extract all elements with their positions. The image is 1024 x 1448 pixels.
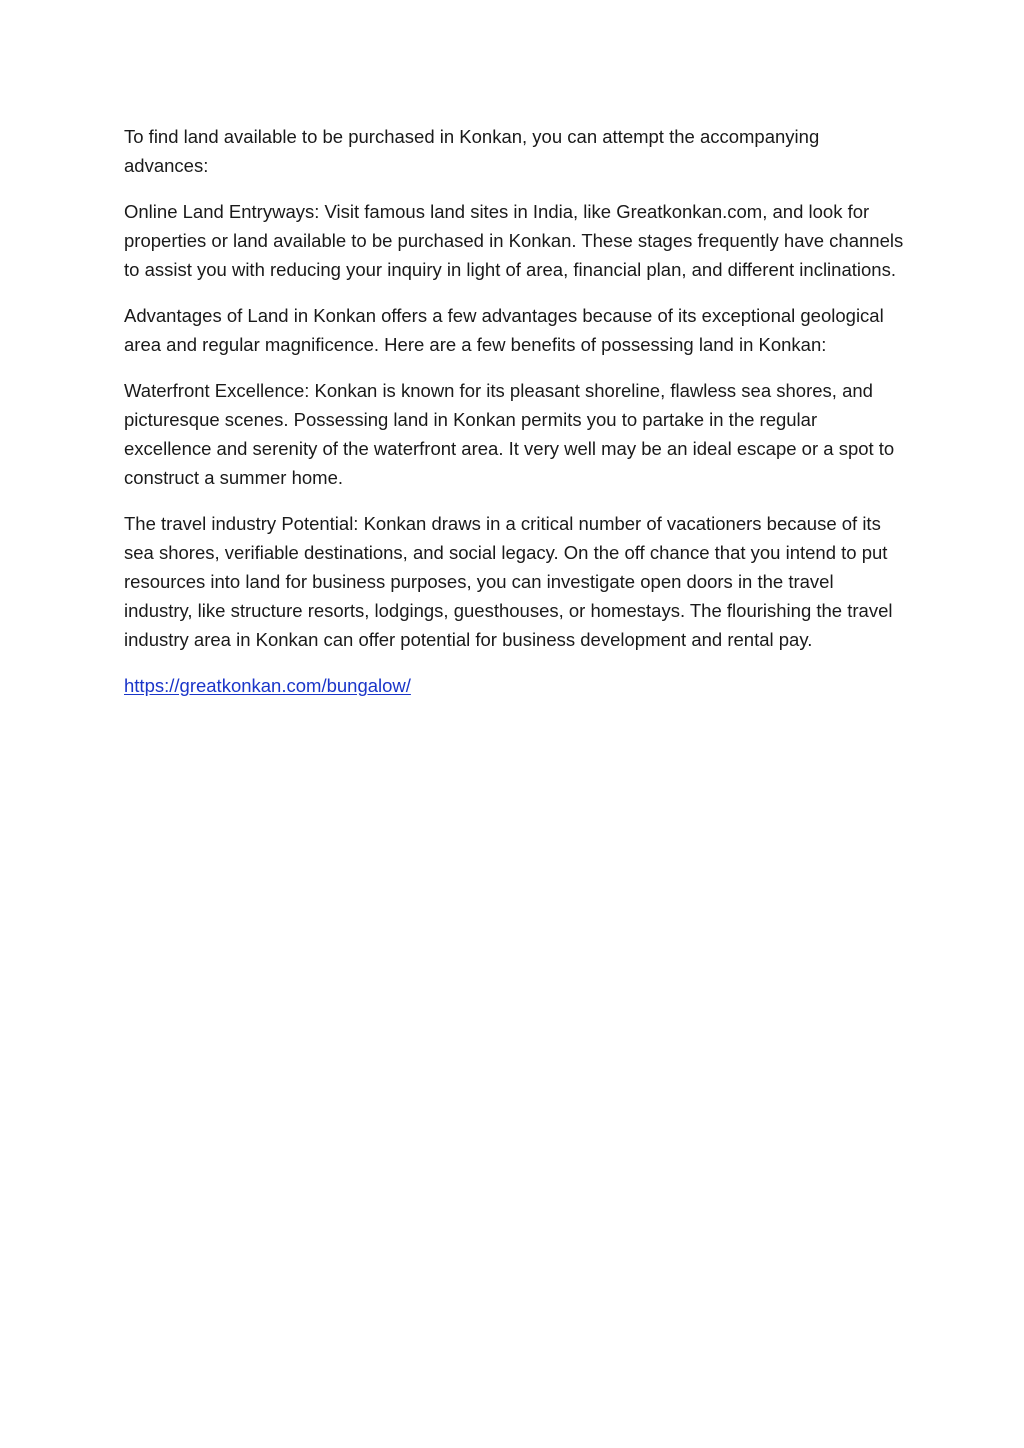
paragraph-advantages: Advantages of Land in Konkan offers a few advantages because of its exceptional geological area and regular magnificence. Here are a few benefits of possessing land in Konkan: [124,305,884,355]
document-body [124,122,904,717]
paragraph-online-land-entryways: Online Land Entryways: Visit famous land sites in India, like Greatkonkan.com, and look for properties or land available to be purchased in Konkan. These stages frequently have channels to assist you with reducing your inquiry in light of area, financial plan, and different inclinations. [124,201,904,280]
paragraph-waterfront-excellence: Waterfront Excellence: Konkan is known for its pleasant shoreline, flawless sea shores, and picturesque scenes. Possessing land in Konkan permits you to partake in the regular excellence and serenity of the waterfront area. It very well may be an ideal escape or a spot to construct a summer home. [124,380,895,488]
paragraph-intro: To find land available to be purchased in Konkan, you can attempt the accompanying advances: [124,126,820,176]
link-paragraph [124,671,904,700]
paragraph-travel-industry: The travel industry Potential: Konkan draws in a critical number of vacationers because of its sea shores, verifiable destinations, and social legacy. On the off chance that you intend to put resources into land for business purposes, you can investigate open doors in the travel industry, like structure resorts, lodgings, guesthouses, or homestays. The flourishing the travel industry area in Konkan can offer potential for business development and rental pay. [124,513,893,650]
bungalow-link[interactable]: https://greatkonkan.com/bungalow/ [124,675,411,696]
